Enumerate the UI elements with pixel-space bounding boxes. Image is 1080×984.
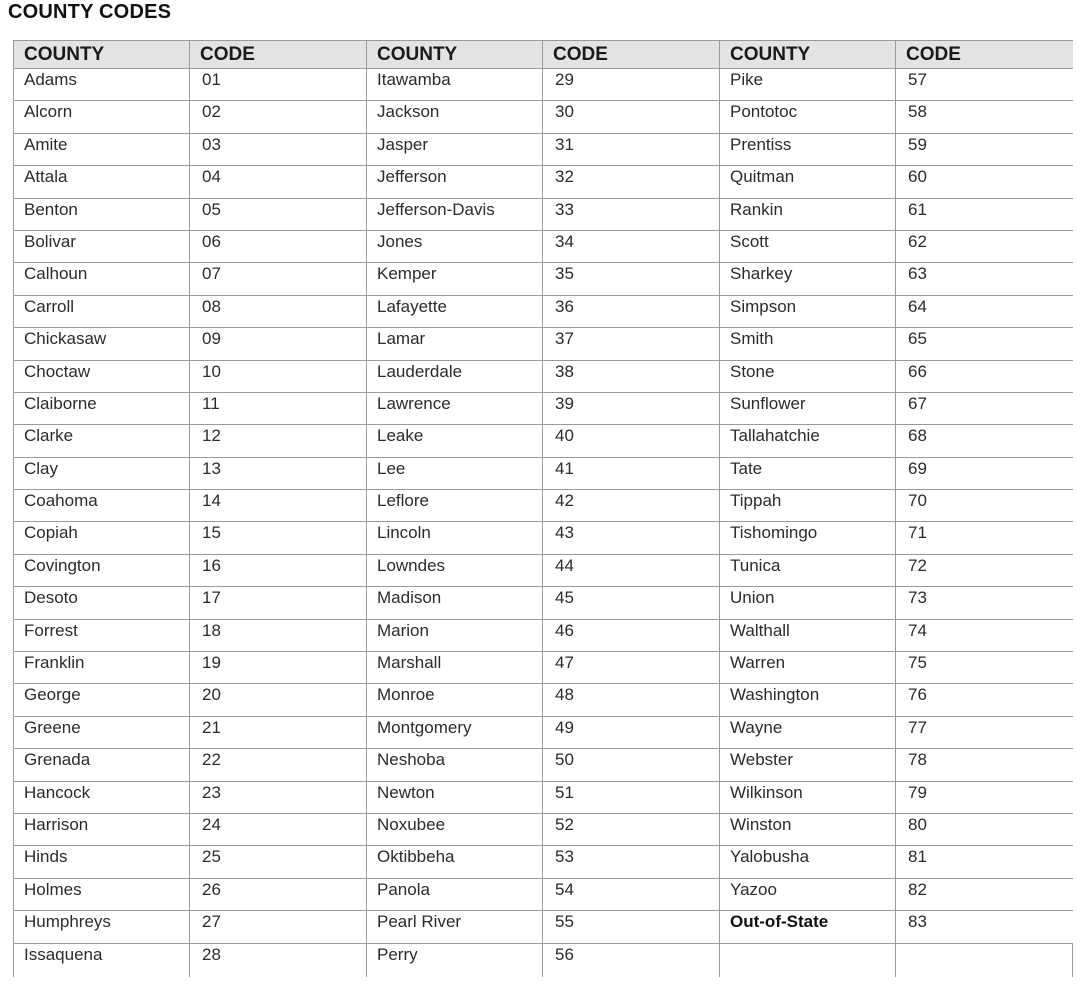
- county-name-cell: Scott: [720, 230, 896, 262]
- county-code-cell: 73: [896, 587, 1073, 619]
- county-code-cell: 32: [543, 166, 720, 198]
- county-code-cell: 72: [896, 554, 1073, 586]
- county-code-cell: 15: [190, 522, 367, 554]
- table-body: [14, 69, 1073, 977]
- county-name-cell: Pontotoc: [720, 101, 896, 133]
- county-name-cell: Carroll: [14, 295, 190, 327]
- county-name-cell: Sharkey: [720, 263, 896, 295]
- county-name-cell: Tate: [720, 457, 896, 489]
- county-code-cell: 77: [896, 716, 1073, 748]
- county-name-cell: Harrison: [14, 813, 190, 845]
- county-code-cell: 49: [543, 716, 720, 748]
- county-code-cell: 46: [543, 619, 720, 651]
- county-name-cell: Yazoo: [720, 878, 896, 910]
- table-row: [14, 684, 1073, 716]
- county-name-cell: Bolivar: [14, 230, 190, 262]
- table-row: [14, 554, 1073, 586]
- county-code-cell: 27: [190, 911, 367, 943]
- column-header-county: COUNTY: [14, 41, 190, 69]
- table-row: [14, 295, 1073, 327]
- county-code-cell: 58: [896, 101, 1073, 133]
- county-code-cell: 23: [190, 781, 367, 813]
- county-name-cell: Wilkinson: [720, 781, 896, 813]
- county-code-cell: 50: [543, 749, 720, 781]
- county-code-cell: 52: [543, 813, 720, 845]
- table-row: [14, 69, 1073, 101]
- county-name-cell: [720, 943, 896, 977]
- county-name-cell: Clay: [14, 457, 190, 489]
- table-row: [14, 587, 1073, 619]
- county-code-cell: 01: [190, 69, 367, 101]
- county-name-cell: Rankin: [720, 198, 896, 230]
- county-code-cell: 25: [190, 846, 367, 878]
- table-row: [14, 360, 1073, 392]
- county-code-cell: 18: [190, 619, 367, 651]
- county-name-cell: Lawrence: [367, 392, 543, 424]
- county-name-cell: Holmes: [14, 878, 190, 910]
- table-row: [14, 101, 1073, 133]
- county-name-cell: Jasper: [367, 133, 543, 165]
- county-name-cell: Stone: [720, 360, 896, 392]
- county-name-cell: Grenada: [14, 749, 190, 781]
- county-code-cell: 20: [190, 684, 367, 716]
- table-row: [14, 392, 1073, 424]
- county-code-cell: 51: [543, 781, 720, 813]
- county-name-cell: Neshoba: [367, 749, 543, 781]
- county-name-cell: Madison: [367, 587, 543, 619]
- county-name-cell: Calhoun: [14, 263, 190, 295]
- county-code-cell: 11: [190, 392, 367, 424]
- county-name-cell: Kemper: [367, 263, 543, 295]
- table-row: [14, 230, 1073, 262]
- county-name-cell: Lincoln: [367, 522, 543, 554]
- county-name-cell: Hancock: [14, 781, 190, 813]
- county-code-cell: 60: [896, 166, 1073, 198]
- county-name-cell: Benton: [14, 198, 190, 230]
- county-code-cell: 74: [896, 619, 1073, 651]
- county-name-cell: Desoto: [14, 587, 190, 619]
- table-row: [14, 846, 1073, 878]
- county-code-cell: 63: [896, 263, 1073, 295]
- county-name-cell: Jackson: [367, 101, 543, 133]
- county-name-cell: Warren: [720, 652, 896, 684]
- county-code-cell: 40: [543, 425, 720, 457]
- county-code-cell: 28: [190, 943, 367, 977]
- county-code-cell: 07: [190, 263, 367, 295]
- table-row: [14, 328, 1073, 360]
- county-name-cell: Wayne: [720, 716, 896, 748]
- county-code-cell: 62: [896, 230, 1073, 262]
- county-name-cell: Simpson: [720, 295, 896, 327]
- table-row: [14, 652, 1073, 684]
- table-row: [14, 749, 1073, 781]
- county-name-cell: Leflore: [367, 490, 543, 522]
- table-row: [14, 425, 1073, 457]
- county-code-cell: 31: [543, 133, 720, 165]
- county-code-cell: 66: [896, 360, 1073, 392]
- county-name-cell: Marshall: [367, 652, 543, 684]
- county-name-cell: Adams: [14, 69, 190, 101]
- county-code-cell: 09: [190, 328, 367, 360]
- county-name-cell: Lafayette: [367, 295, 543, 327]
- county-name-cell: Out-of-State: [720, 911, 896, 943]
- county-code-cell: 83: [896, 911, 1073, 943]
- county-name-cell: Jefferson: [367, 166, 543, 198]
- county-name-cell: Winston: [720, 813, 896, 845]
- county-name-cell: Franklin: [14, 652, 190, 684]
- county-code-cell: 30: [543, 101, 720, 133]
- county-code-cell: 48: [543, 684, 720, 716]
- county-code-cell: 71: [896, 522, 1073, 554]
- county-name-cell: Perry: [367, 943, 543, 977]
- county-name-cell: Lauderdale: [367, 360, 543, 392]
- county-code-cell: 75: [896, 652, 1073, 684]
- county-code-cell: 39: [543, 392, 720, 424]
- county-code-cell: 29: [543, 69, 720, 101]
- county-name-cell: Lamar: [367, 328, 543, 360]
- column-header-county: COUNTY: [367, 41, 543, 69]
- county-name-cell: Sunflower: [720, 392, 896, 424]
- table-row: [14, 716, 1073, 748]
- page-title: COUNTY CODES: [8, 1, 172, 23]
- table-header-row: [14, 41, 1073, 69]
- county-name-cell: Marion: [367, 619, 543, 651]
- county-code-cell: 16: [190, 554, 367, 586]
- county-name-cell: Tippah: [720, 490, 896, 522]
- county-code-cell: 03: [190, 133, 367, 165]
- county-code-cell: 67: [896, 392, 1073, 424]
- county-name-cell: Claiborne: [14, 392, 190, 424]
- county-code-cell: 12: [190, 425, 367, 457]
- county-name-cell: Itawamba: [367, 69, 543, 101]
- county-code-cell: 21: [190, 716, 367, 748]
- county-name-cell: Greene: [14, 716, 190, 748]
- county-code-cell: 17: [190, 587, 367, 619]
- table-row: [14, 943, 1073, 977]
- county-name-cell: Leake: [367, 425, 543, 457]
- county-code-cell: 70: [896, 490, 1073, 522]
- county-name-cell: Amite: [14, 133, 190, 165]
- county-code-cell: 80: [896, 813, 1073, 845]
- county-code-cell: 19: [190, 652, 367, 684]
- county-code-cell: 38: [543, 360, 720, 392]
- county-name-cell: Covington: [14, 554, 190, 586]
- table-row: [14, 457, 1073, 489]
- county-name-cell: Choctaw: [14, 360, 190, 392]
- county-name-cell: Attala: [14, 166, 190, 198]
- county-code-cell: 59: [896, 133, 1073, 165]
- county-name-cell: Newton: [367, 781, 543, 813]
- county-code-cell: 44: [543, 554, 720, 586]
- county-name-cell: Hinds: [14, 846, 190, 878]
- county-name-cell: Oktibbeha: [367, 846, 543, 878]
- county-name-cell: Prentiss: [720, 133, 896, 165]
- county-code-cell: 10: [190, 360, 367, 392]
- county-name-cell: Pearl River: [367, 911, 543, 943]
- county-code-cell: 68: [896, 425, 1073, 457]
- county-code-cell: 13: [190, 457, 367, 489]
- county-code-cell: 26: [190, 878, 367, 910]
- county-code-cell: 47: [543, 652, 720, 684]
- table-row: [14, 522, 1073, 554]
- county-name-cell: Alcorn: [14, 101, 190, 133]
- county-code-cell: 64: [896, 295, 1073, 327]
- county-name-cell: Smith: [720, 328, 896, 360]
- county-name-cell: Jefferson-Davis: [367, 198, 543, 230]
- county-name-cell: Lee: [367, 457, 543, 489]
- county-code-cell: 79: [896, 781, 1073, 813]
- county-codes-table: [13, 40, 1073, 977]
- county-name-cell: Humphreys: [14, 911, 190, 943]
- county-code-cell: 57: [896, 69, 1073, 101]
- county-name-cell: George: [14, 684, 190, 716]
- county-code-cell: 55: [543, 911, 720, 943]
- county-name-cell: Copiah: [14, 522, 190, 554]
- county-code-cell: 34: [543, 230, 720, 262]
- county-code-cell: 61: [896, 198, 1073, 230]
- county-name-cell: Montgomery: [367, 716, 543, 748]
- table-row: [14, 198, 1073, 230]
- county-code-cell: 53: [543, 846, 720, 878]
- county-name-cell: Webster: [720, 749, 896, 781]
- county-code-cell: 22: [190, 749, 367, 781]
- column-header-code: CODE: [190, 41, 367, 69]
- county-name-cell: Union: [720, 587, 896, 619]
- county-name-cell: Monroe: [367, 684, 543, 716]
- county-name-cell: Noxubee: [367, 813, 543, 845]
- county-code-cell: 43: [543, 522, 720, 554]
- county-code-cell: 08: [190, 295, 367, 327]
- county-code-cell: 04: [190, 166, 367, 198]
- column-header-code: CODE: [896, 41, 1073, 69]
- county-name-cell: Clarke: [14, 425, 190, 457]
- column-header-code: CODE: [543, 41, 720, 69]
- county-name-cell: Chickasaw: [14, 328, 190, 360]
- table-row: [14, 166, 1073, 198]
- county-code-cell: 81: [896, 846, 1073, 878]
- county-name-cell: Yalobusha: [720, 846, 896, 878]
- county-name-cell: Quitman: [720, 166, 896, 198]
- county-code-cell: 54: [543, 878, 720, 910]
- county-code-cell: 33: [543, 198, 720, 230]
- county-code-cell: 05: [190, 198, 367, 230]
- table-row: [14, 878, 1073, 910]
- county-name-cell: Walthall: [720, 619, 896, 651]
- county-name-cell: Pike: [720, 69, 896, 101]
- county-code-cell: 42: [543, 490, 720, 522]
- county-code-cell: 69: [896, 457, 1073, 489]
- county-name-cell: Tallahatchie: [720, 425, 896, 457]
- county-name-cell: Coahoma: [14, 490, 190, 522]
- county-name-cell: Issaquena: [14, 943, 190, 977]
- county-name-cell: Tishomingo: [720, 522, 896, 554]
- table-row: [14, 619, 1073, 651]
- table-row: [14, 490, 1073, 522]
- county-code-cell: 82: [896, 878, 1073, 910]
- county-code-cell: 45: [543, 587, 720, 619]
- column-header-county: COUNTY: [720, 41, 896, 69]
- county-name-cell: Jones: [367, 230, 543, 262]
- county-code-cell: 35: [543, 263, 720, 295]
- county-code-cell: 14: [190, 490, 367, 522]
- county-code-cell: 02: [190, 101, 367, 133]
- county-code-cell: 56: [543, 943, 720, 977]
- county-code-cell: 41: [543, 457, 720, 489]
- county-name-cell: Panola: [367, 878, 543, 910]
- county-code-cell: 78: [896, 749, 1073, 781]
- table-row: [14, 133, 1073, 165]
- county-code-cell: 65: [896, 328, 1073, 360]
- county-code-cell: 37: [543, 328, 720, 360]
- county-code-cell: 06: [190, 230, 367, 262]
- county-code-cell: 24: [190, 813, 367, 845]
- table-row: [14, 813, 1073, 845]
- county-code-cell: 76: [896, 684, 1073, 716]
- county-name-cell: Washington: [720, 684, 896, 716]
- table-row: [14, 911, 1073, 943]
- county-code-cell: 36: [543, 295, 720, 327]
- table-row: [14, 263, 1073, 295]
- county-name-cell: Tunica: [720, 554, 896, 586]
- county-name-cell: Lowndes: [367, 554, 543, 586]
- county-name-cell: Forrest: [14, 619, 190, 651]
- table-row: [14, 781, 1073, 813]
- county-code-cell: [896, 943, 1073, 977]
